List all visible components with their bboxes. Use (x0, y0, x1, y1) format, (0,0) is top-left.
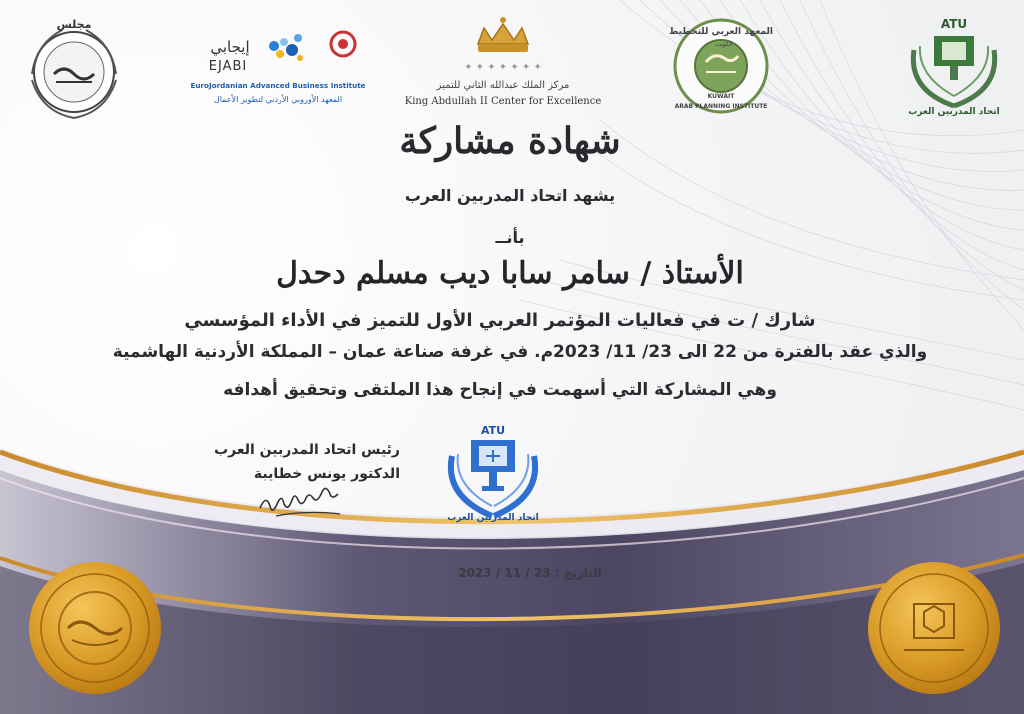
atu-top-arabic: اتحاد المدربين العرب (908, 107, 1000, 117)
ejabi-arabic-caption: المعهد الأوروبي الأردني لتطوير الأعمال (213, 95, 343, 104)
ejabi-logo (188, 24, 368, 114)
ejabi-english-caption: EuroJordanian Advanced Business Institute (190, 81, 366, 90)
atu-logo-top (894, 10, 1014, 122)
gold-seal-right (868, 562, 1000, 694)
body-line-2: والذي عقد بالفترة من 22 الى 23/ 11/ 2023م. في غرفة صناعة عمان – المملكة الأردنية الهاشمية (112, 342, 928, 362)
ejabi-arabic-name: إيجابي (210, 38, 250, 56)
ejabi-latin-name: EJABI (208, 59, 248, 74)
atu-center-acronym: ATU (480, 424, 506, 437)
gold-seal-left (29, 562, 161, 694)
body-line-3: وهي المشاركة التي أسهمت في إنجاح هذا الملتقى وتحقيق أهدافه (223, 380, 777, 400)
handwritten-signature (256, 486, 346, 522)
certificate-title: شهادة مشاركة (399, 120, 621, 162)
svg-text:✦ ✦ ✦ ✦ ✦ ✦ ✦: ✦ ✦ ✦ ✦ ✦ ✦ ✦ (464, 62, 542, 73)
participant-name: الأستاذ / سامر سابا ديب مسلم دحدل (276, 256, 744, 291)
atu-center-arabic: اتحاد المدربين العرب (447, 513, 539, 523)
signatory-title: رئيس اتحاد المدربين العرب (214, 442, 400, 458)
council-label: مجلس (56, 18, 92, 31)
atu-top-acronym: ATU (940, 17, 968, 31)
issue-date: التاريخ : 23 / 11 / 2023 (458, 566, 602, 580)
api-country-ar: الكويت (715, 41, 733, 48)
king-abdullah-english-name: King Abdullah II Center for Excellence (404, 96, 602, 107)
body-line-1: شارك / ت في فعاليات المؤتمر العربي الأول للتميز في الأداء المؤسسي (184, 310, 816, 331)
king-abdullah-center-logo (398, 10, 608, 116)
api-english-name: ARAB PLANNING INSTITUTE (674, 103, 768, 110)
arab-planning-institute-logo (666, 14, 776, 120)
council-logo (18, 14, 130, 126)
king-abdullah-arabic-name: مركز الملك عبدالله الثاني للتميز (436, 80, 570, 91)
witness-line: يشهد اتحاد المدربين العرب (404, 186, 616, 205)
api-arabic-name: المعهد العربي للتخطيط (669, 27, 773, 37)
api-country: KUWAIT (707, 93, 735, 100)
atu-logo-center (434, 420, 552, 528)
signatory-name: الدكتور يونس خطايبة (253, 466, 400, 482)
that-line: بأنــ (495, 228, 525, 247)
